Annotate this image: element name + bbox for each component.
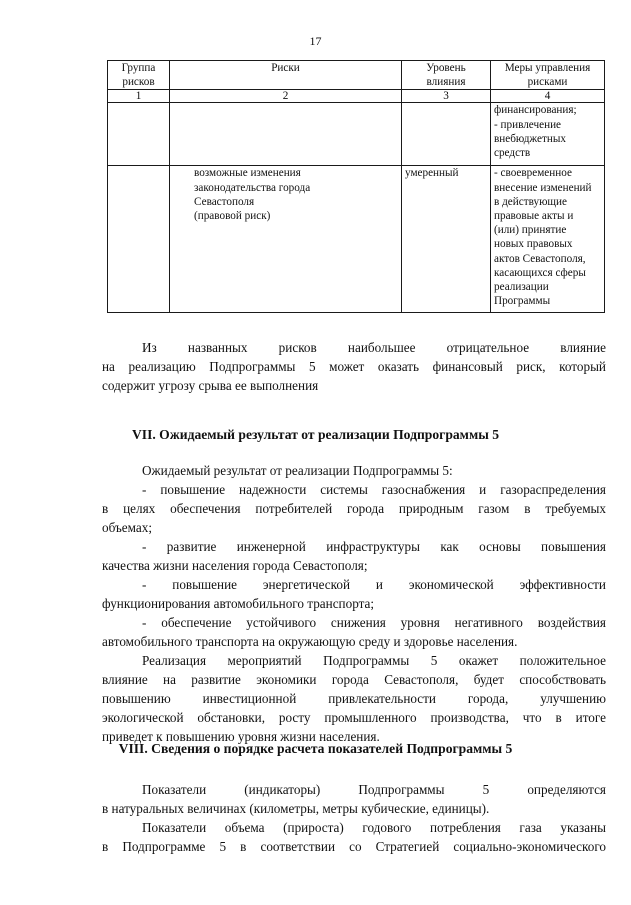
text-line: Показатели объема (прироста) годового потребления газа указаны [142,820,606,835]
column-number: 1 [108,90,170,103]
text-line: Из названных рисков наибольшее отрицательное влияние [142,340,606,355]
header-risks: Риски [170,61,402,90]
table-header-row [108,61,605,90]
text-line: Ожидаемый результат от реализации Подпрограммы 5: [142,463,453,478]
cell-risk: возможные изменения законодательства города Севастополя (правовой риск) [170,166,402,313]
text-line: качества жизни населения города Севастополя; [102,558,368,573]
text-line: в целях обеспечения потребителей города природным газом в требуемых [102,501,606,516]
text-line: на реализацию Подпрограммы 5 может оказать финансовый риск, который [102,359,606,374]
text-line: влияние на развитие экономики города Севастополя, будет способствовать [102,672,606,687]
text-line: функционирования автомобильного транспорта; [102,596,375,611]
header-management-measures: Меры управления рисками [491,61,605,90]
text-line: Реализация мероприятий Подпрограммы 5 окажет положительное [142,653,606,668]
table-row [108,103,605,166]
header-impact-level: Уровень влияния [402,61,491,90]
cell-measures: - своевременное внесение изменений в действующие правовые акты и (или) принятие новых правовых актов Севастополя, касающихся сферы реализации Программы [491,166,605,313]
text-line: - повышение энергетической и экономической эффективности [142,577,606,592]
page-number: 17 [309,34,322,48]
cell-risk [170,103,402,166]
table-row [108,166,605,313]
cell-measures: финансирования; - привлечение внебюджетных средств [491,103,605,166]
text-line: объемах; [102,520,153,535]
section-7-body [102,461,606,746]
text-line: в Подпрограмме 5 в соответствии со Стратегией социально-экономического [102,839,606,854]
column-number: 3 [402,90,491,103]
section-8-heading: VIII. Сведения о порядке расчета показателей Подпрограммы 5 [118,741,513,756]
cell-group [108,103,170,166]
text-line: приведет к повышению уровня жизни населения. [102,729,380,744]
column-number: 2 [170,90,402,103]
text-line: в натуральных величинах (километры, метры кубические, единицы). [102,801,490,816]
cell-level: умеренный [402,166,491,313]
section-7-heading: VII. Ожидаемый результат от реализации Подпрограммы 5 [131,427,500,442]
text-line: экологической обстановки, росту промышленного производства, что в итоге [102,710,606,725]
paragraph-risk-conclusion [102,338,606,395]
text-line: содержит угрозу срыва ее выполнения [102,378,319,393]
text-line: - повышение надежности системы газоснабжения и газораспределения [142,482,606,497]
text-line: Показатели (индикаторы) Подпрограммы 5 определяются [142,782,606,797]
cell-group [108,166,170,313]
header-risk-group: Группа рисков [108,61,170,90]
text-line: - обеспечение устойчивого снижения уровня негативного воздействия [142,615,606,630]
section-8-body [102,780,606,856]
text-line: повышению инвестиционной привлекательности города, улучшению [102,691,606,706]
text-line: - развитие инженерной инфраструктуры как основы повышения [142,539,606,554]
text-line: автомобильного транспорта на окружающую среду и здоровье населения. [102,634,518,649]
column-number: 4 [491,90,605,103]
cell-level [402,103,491,166]
risk-table [107,60,605,313]
table-column-numbers-row [108,90,605,103]
